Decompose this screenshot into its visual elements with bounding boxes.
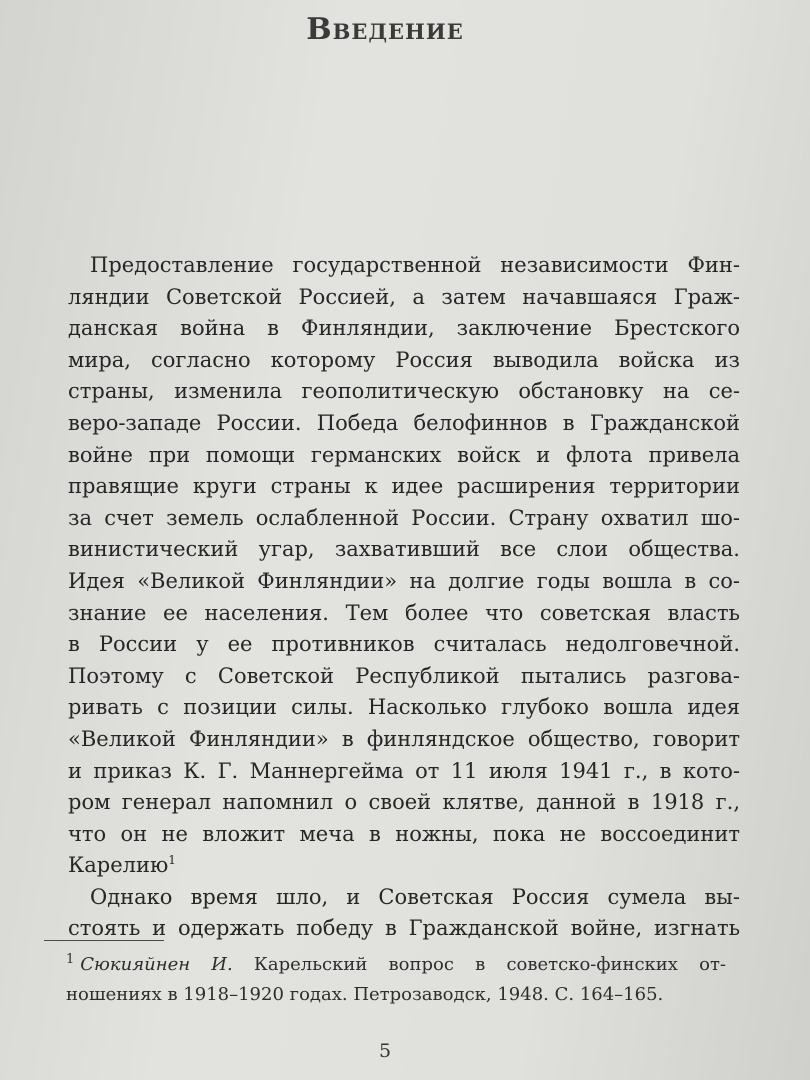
page-number: 5 [378, 1040, 392, 1062]
body-line [68, 882, 740, 914]
body-line [68, 503, 740, 535]
body-line [68, 250, 740, 282]
footnote-divider [44, 940, 164, 941]
body-line-text: страны, изменила геополитическую обстановку на се- [68, 379, 740, 404]
body-line-text: ляндии Советской Россией, а затем начавшаяся Граж- [68, 284, 740, 309]
body-line-text: Идея «Великой Финляндии» на долгие годы вошла в со- [68, 568, 740, 593]
body-line [68, 408, 740, 440]
body-line-text: «Великой Финляндии» в финляндское общество, говорит [68, 726, 740, 751]
footnote-line-2: ношениях в 1918–1920 годах. Петрозаводск, 1948. С. 164–165. [66, 984, 664, 1005]
body-line-text: Однако время шло, и Советская Россия сумела вы- [90, 884, 740, 909]
body-line [68, 471, 740, 503]
body-line-text: Карелию [68, 853, 169, 878]
body-line-text: веро-западе России. Победа белофиннов в Гражданской [68, 410, 740, 435]
body-line [68, 376, 740, 408]
body-line-text: ром генерал напомнил о своей клятве, данной в 1918 г., [68, 790, 740, 815]
body-line [68, 913, 740, 945]
footnote-text-1: Карельский вопрос в советско-финских от- [232, 954, 726, 975]
footnote [66, 950, 726, 1010]
body-line [68, 313, 740, 345]
footnote-author: Сюкияйнен И. [80, 954, 233, 975]
body-line-text: Предоставление государственной независимости Фин- [90, 253, 740, 277]
body-line [68, 345, 740, 377]
body-line-text: что он не вложит меча в ножны, пока не воссоединит [68, 821, 740, 846]
body-line-text: стоять и одержать победу в Гражданской войне, изгнать [68, 916, 740, 941]
footnote-line-1 [66, 950, 726, 980]
body-line [68, 629, 740, 661]
body-line [68, 819, 740, 851]
body-line [68, 692, 740, 724]
body-line [68, 724, 740, 756]
body-text [68, 250, 740, 945]
body-line [68, 661, 740, 693]
body-line-text: и приказ К. Г. Маннергейма от 11 июля 1941 г., в кото- [68, 758, 740, 783]
body-line-text: мира, согласно которому Россия выводила войска из [68, 347, 740, 372]
body-line [68, 534, 740, 566]
body-line-text: знание ее населения. Тем более что советская власть [68, 600, 740, 625]
body-line [68, 787, 740, 819]
body-line [68, 756, 740, 788]
body-line-text: в России у ее противников считалась недолговечной. [68, 632, 740, 657]
body-line-text: правящие круги страны к идее расширения территории [68, 474, 740, 499]
body-line-text: войне при помощи германских войск и флота привела [68, 442, 740, 467]
footnote-mark: 1 [66, 952, 75, 967]
body-line [68, 566, 740, 598]
body-line [68, 282, 740, 314]
body-line-text: ривать с позиции силы. Насколько глубоко вошла идея [68, 695, 740, 720]
body-line [68, 440, 740, 472]
body-line-text: Поэтому с Советской Республикой пытались разгова- [68, 663, 740, 688]
body-line [68, 598, 740, 630]
body-line-text: данская война в Финляндии, заключение Брестского [68, 316, 740, 341]
footnote-reference: 1 [168, 853, 176, 868]
body-line-text: за счет земель ослабленной России. Страну охватил шо- [68, 505, 740, 530]
body-line [68, 850, 740, 882]
body-line-text: винистический угар, захвативший все слои общества. [68, 537, 740, 562]
chapter-heading: Введение [306, 12, 464, 47]
